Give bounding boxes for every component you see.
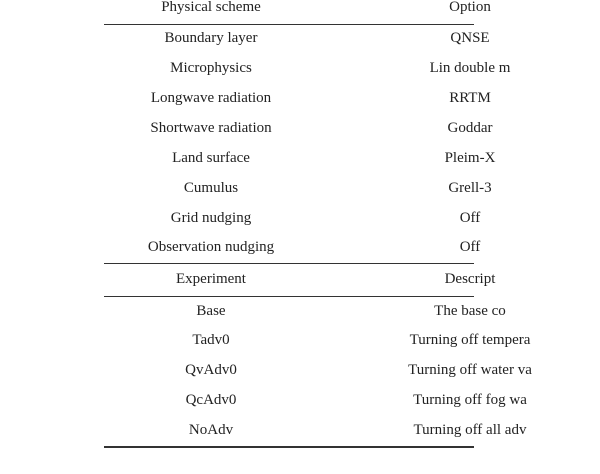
exp3-name: QvAdv0 [185,362,237,378]
row6-scheme: Cumulus [183,180,239,196]
row2-scheme: Microphysics [170,60,252,76]
row7-option: Off [459,210,481,226]
row5-option: Pleim-X [444,150,496,166]
rule-below-header2 [104,296,474,297]
row8-scheme: Observation nudging [147,239,275,255]
row3-option: RRTM [449,90,491,106]
row7-scheme: Grid nudging [170,210,252,226]
row6-option: Grell-3 [448,180,492,196]
exp5-name: NoAdv [188,422,234,438]
exp2-description: Turning off tempera [409,332,531,348]
rule-between-sections [104,263,474,264]
header-description: Descript [444,271,496,287]
row4-scheme: Shortwave radiation [150,120,272,136]
header-physical-scheme: Physical scheme [161,0,261,15]
rule-bottom [104,446,474,448]
rule-below-header1 [104,24,474,25]
exp4-name: QcAdv0 [185,392,237,408]
exp2-name: Tadv0 [192,332,230,348]
row3-scheme: Longwave radiation [150,90,272,106]
header-option: Option [449,0,491,15]
exp1-name: Base [196,303,226,319]
row4-option: Goddar [447,120,493,136]
exp4-description: Turning off fog wa [413,392,527,408]
exp5-description: Turning off all adv [413,422,527,438]
row5-scheme: Land surface [172,150,250,166]
row1-scheme: Boundary layer [164,30,258,46]
exp3-description: Turning off water va [408,362,532,378]
row2-option: Lin double m [429,60,511,76]
header-experiment: Experiment [176,271,246,287]
row1-option: QNSE [450,30,490,46]
exp1-description: The base co [434,303,506,319]
row8-option: Off [459,239,481,255]
